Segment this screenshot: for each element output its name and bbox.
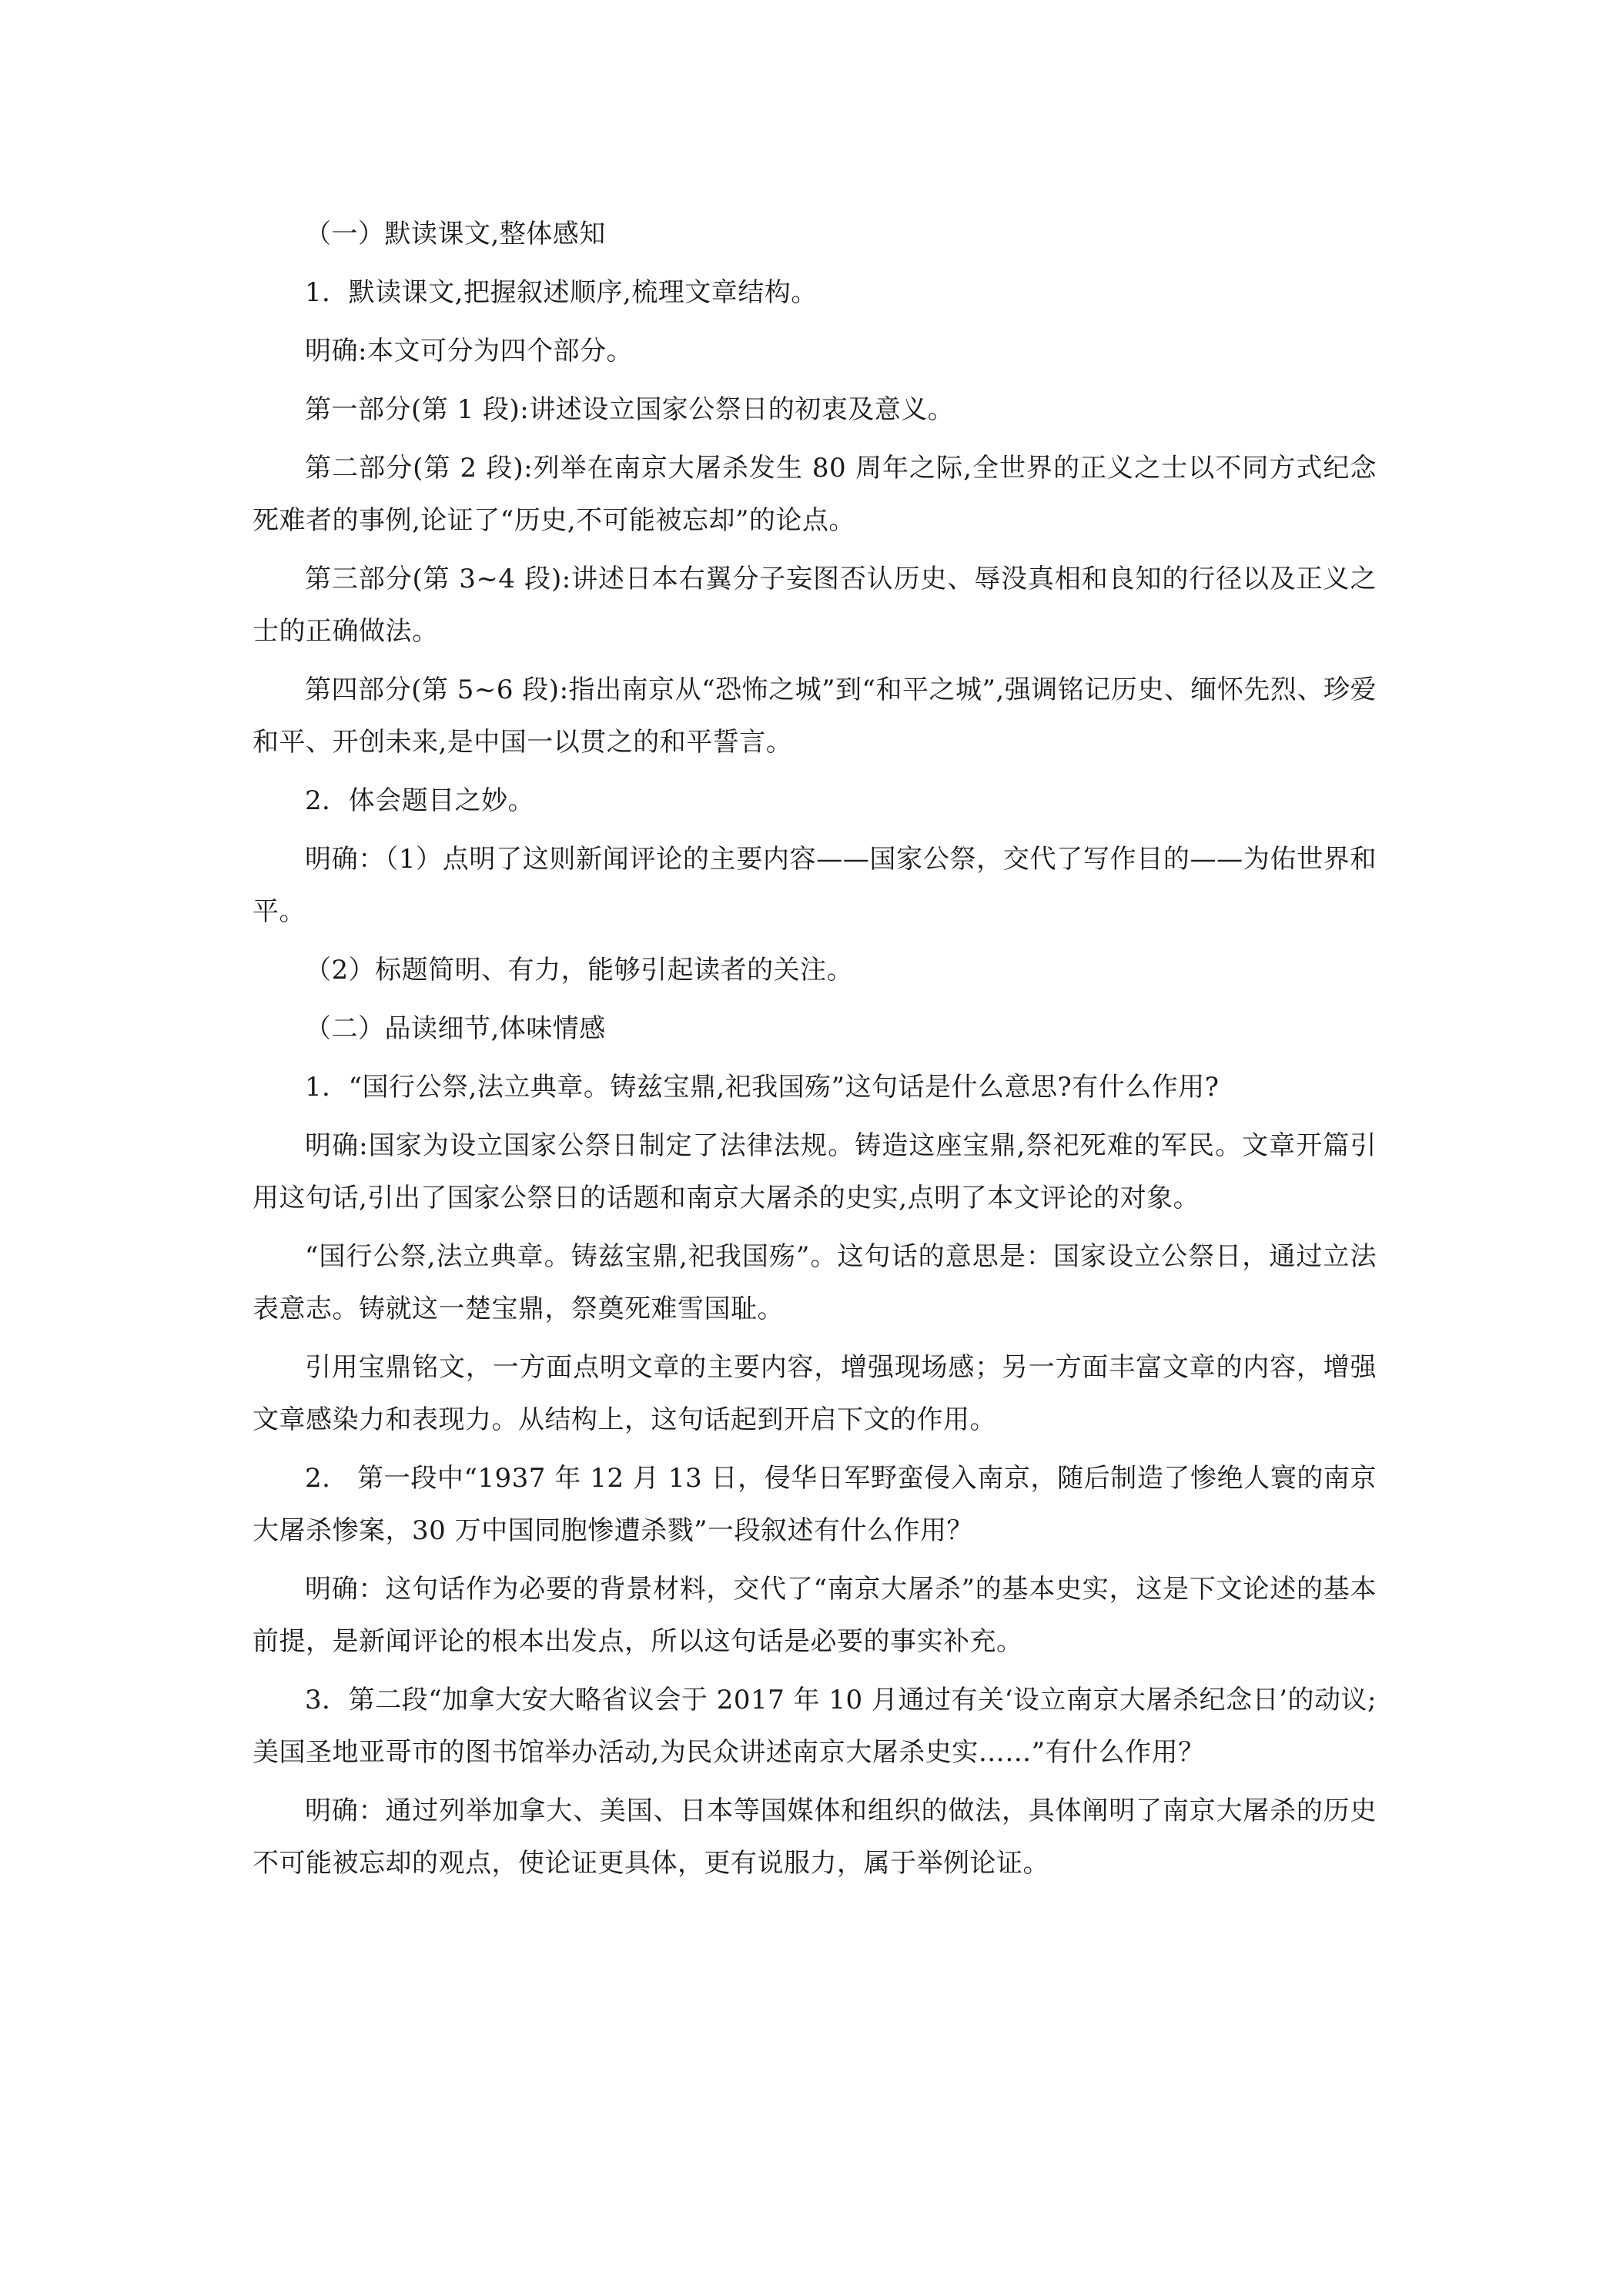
detail-answer-2: 明确：这句话作为必要的背景材料，交代了“南京大屠杀”的基本史实，这是下文论述的基本前提，是新闻评论的根本出发点，所以这句话是必要的事实补充。 [253, 1574, 1377, 1657]
question-2: 2．体会题目之妙。 [305, 785, 535, 816]
structure-part-4: 第四部分(第 5~6 段):指出南京从“恐怖之城”到“和平之城”,强调铭记历史、缅怀先烈、珍爱和平、开创未来,是中国一以贯之的和平誓言。 [253, 674, 1377, 758]
detail-function-1: 引用宝鼎铭文，一方面点明文章的主要内容，增强现场感；另一方面丰富文章的内容，增强文章感染力和表现力。从结构上，这句话起到开启下文的作用。 [253, 1352, 1377, 1435]
detail-question-1: 1．“国行公祭,法立典章。铸兹宝鼎,祀我国殇”这句话是什么意思?有什么作用? [305, 1072, 1220, 1103]
structure-part-3: 第三部分(第 3~4 段):讲述日本右翼分子妄图否认历史、辱没真相和良知的行径以及正义之士的正确做法。 [253, 564, 1377, 647]
structure-part-2: 第二部分(第 2 段):列举在南京大屠杀发生 80 周年之际,全世界的正义之士以不同方式纪念死难者的事例,论证了“历史,不可能被忘却”的论点。 [253, 453, 1377, 536]
question-1: 1．默读课文,把握叙述顺序,梳理文章结构。 [305, 277, 818, 308]
detail-explanation-1: “国行公祭,法立典章。铸兹宝鼎,祀我国殇”。这句话的意思是：国家设立公祭日，通过立法表意志。铸就这一楚宝鼎，祭奠死难雪国耻。 [253, 1241, 1377, 1324]
structure-part-1: 第一部分(第 1 段):讲述设立国家公祭日的初衷及意义。 [305, 394, 955, 425]
section-heading-1: （一）默读课文,整体感知 [305, 219, 606, 249]
detail-answer-1: 明确:国家为设立国家公祭日制定了法律法规。铸造这座宝鼎,祭祀死难的军民。文章开篇引用这句话,引出了国家公祭日的话题和南京大屠杀的史实,点明了本文评论的对象。 [253, 1130, 1377, 1213]
section-heading-2: （二）品读细节,体味情感 [305, 1013, 606, 1044]
detail-question-3: 3．第二段“加拿大安大略省议会于 2017 年 10 月通过有关‘设立南京大屠杀纪念日’的动议;美国圣地亚哥市的图书馆举办活动,为民众讲述南京大屠杀史实……”有什么作用？ [253, 1685, 1377, 1768]
document-body [253, 208, 1377, 1889]
answer-2-point-2: （2）标题简明、有力，能够引起读者的关注。 [305, 955, 854, 986]
answer-2-point-1: 明确：（1）点明了这则新闻评论的主要内容——国家公祭，交代了写作目的——为佑世界和平。 [253, 844, 1377, 927]
detail-answer-3: 明确：通过列举加拿大、美国、日本等国媒体和组织的做法，具体阐明了南京大屠杀的历史不可能被忘却的观点，使论证更具体，更有说服力，属于举例论证。 [253, 1796, 1377, 1879]
detail-question-2: 2． 第一段中“1937 年 12 月 13 日，侵华日军野蛮侵入南京，随后制造了惨绝人寰的南京大屠杀惨案，30 万中国同胞惨遭杀戮”一段叙述有什么作用？ [253, 1463, 1377, 1546]
answer-intro: 明确:本文可分为四个部分。 [305, 336, 633, 366]
